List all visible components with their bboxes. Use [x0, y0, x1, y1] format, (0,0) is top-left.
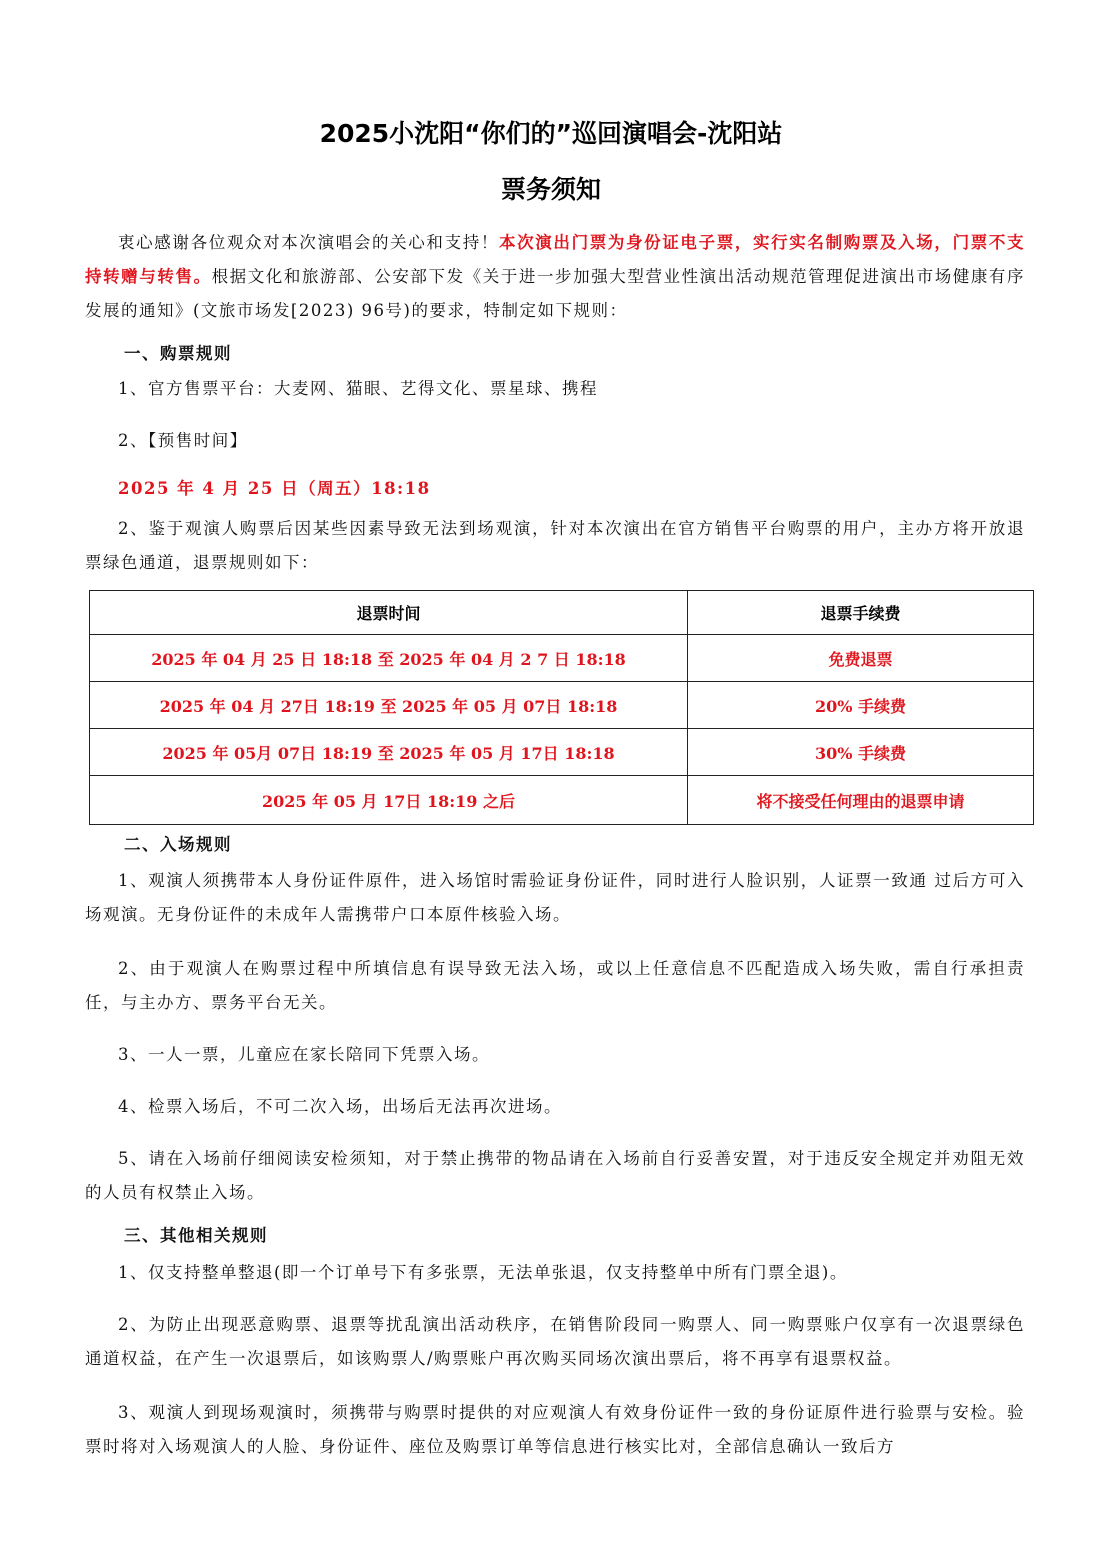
section-3-heading: 三、其他相关规则 [124, 1226, 268, 1245]
refund-time-cell: 2025 年 05月 07日 18:19 至 2025 年 05 月 17日 18:18 [90, 729, 688, 776]
section-2-heading: 二、入场规则 [124, 835, 232, 854]
section-3-item-2: 2、为防止出现恶意购票、退票等扰乱演出活动秩序，在销售阶段同一购票人、同一购票账户仅享有一次退票绿色通道权益，在产生一次退票后，如该购票人/购票账户再次购买同场次演出票后，将不再享有退票权益。 [85, 1315, 1025, 1368]
table-row [90, 635, 1034, 682]
refund-fee-cell: 免费退票 [688, 635, 1034, 682]
table-row [90, 776, 1034, 825]
intro-text-1: 衷心感谢各位观众对本次演唱会的关心和支持！ [118, 233, 499, 252]
table-row [90, 729, 1034, 776]
refund-fee-header: 退票手续费 [688, 591, 1034, 635]
document-title: 2025小沈阳“你们的”巡回演唱会-沈阳站 [319, 119, 783, 148]
section-2-item-2: 2、由于观演人在购票过程中所填信息有误导致无法入场，或以上任意信息不匹配造成入场失败，需自行承担责任，与主办方、票务平台无关。 [85, 959, 1025, 1012]
section-2-item-5: 5、请在入场前仔细阅读安检须知，对于禁止携带的物品请在入场前自行妥善安置，对于违反安全规定并劝阻无效的人员有权禁止入场。 [85, 1149, 1025, 1202]
refund-fee-cell: 20% 手续费 [688, 682, 1034, 729]
section-2-item-3: 3、一人一票，儿童应在家长陪同下凭票入场。 [118, 1045, 490, 1064]
refund-fee-cell: 30% 手续费 [688, 729, 1034, 776]
section-1-item-2: 2、【预售时间】 [118, 431, 248, 450]
refund-time-cell: 2025 年 04 月 27日 18:19 至 2025 年 05 月 07日 18:18 [90, 682, 688, 729]
section-2-item-1: 1、观演人须携带本人身份证件原件，进入场馆时需验证身份证件，同时进行人脸识别，人证票一致通 过后方可入场观演。无身份证件的未成年人需携带户口本原件核验入场。 [85, 871, 1025, 924]
document-subtitle: 票务须知 [500, 175, 601, 204]
refund-fee-cell: 将不接受任何理由的退票申请 [688, 776, 1034, 825]
intro-text-3: 根据文化和旅游部、公安部下发《关于进一步加强大型营业性演出活动规范管理促进演出市场健康有序发展的通知》(文旅市场发[2023) 96号)的要求，特制定如下规则： [85, 267, 1026, 320]
section-1-heading: 一、购票规则 [124, 344, 232, 363]
section-1-item-1: 1、官方售票平台：大麦网、猫眼、艺得文化、票星球、携程 [118, 379, 598, 398]
refund-time-header: 退票时间 [90, 591, 688, 635]
intro-highlight: 本次演出门票为身份证电子票，实行实名制购票及入场，门票不支持转赠与转售。 [85, 233, 1026, 286]
section-2-item-4: 4、检票入场后，不可二次入场，出场后无法再次进场。 [118, 1097, 562, 1116]
refund-table [89, 590, 1034, 825]
table-row [90, 682, 1034, 729]
refund-time-cell: 2025 年 05 月 17日 18:19 之后 [90, 776, 688, 825]
section-3-item-1: 1、仅支持整单整退(即一个订单号下有多张票，无法单张退，仅支持整单中所有门票全退)。 [118, 1263, 848, 1282]
refund-table-header [90, 591, 1034, 635]
refund-time-cell: 2025 年 04 月 25 日 18:18 至 2025 年 04 月 2 7 日 18:18 [90, 635, 688, 682]
presale-time: 2025 年 4 月 25 日（周五）18:18 [118, 479, 431, 498]
section-3-item-3: 3、观演人到现场观演时，须携带与购票时提供的对应观演人有效身份证件一致的身份证原件进行验票与安检。验票时将对入场观演人的人脸、身份证件、座位及购票订单等信息进行核实比对，全部信息确认一致后方 [85, 1403, 1025, 1456]
intro-paragraph [85, 226, 1025, 328]
section-1-item-3: 2、鉴于观演人购票后因某些因素导致无法到场观演，针对本次演出在官方销售平台购票的用户，主办方将开放退票绿色通道，退票规则如下： [85, 519, 1025, 572]
